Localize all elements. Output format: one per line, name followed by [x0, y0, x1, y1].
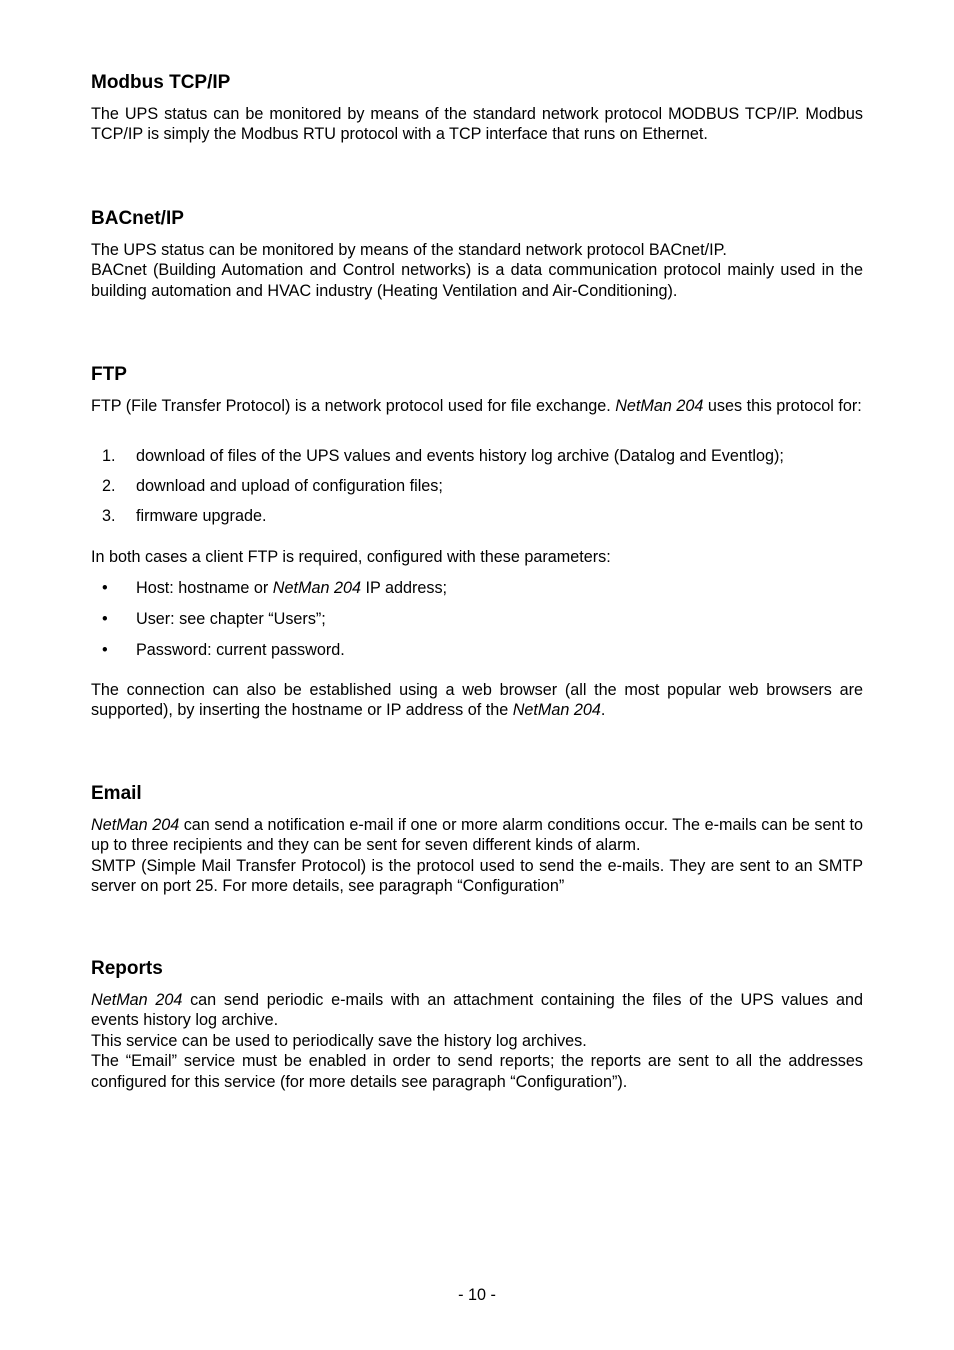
ftp-intro: FTP (File Transfer Protocol) is a network protocol used for file exchange. NetMan 204 uses this protocol for:	[91, 397, 862, 415]
section-modbus	[91, 71, 863, 145]
email-paragraph-2: SMTP (Simple Mail Transfer Protocol) is the protocol used to send the e-mails. They are sent to an SMTP server on port 25. For more details, see paragraph “Configuration”	[91, 856, 863, 896]
page-number: - 10 -	[458, 1286, 496, 1304]
heading-ftp: FTP	[91, 364, 127, 385]
bacnet-paragraph-2: BACnet (Building Automation and Control networks) is a data communication protocol mainly used in the building automation and HVAC industry (Heating Ventilation and Air-Conditioning).	[91, 261, 863, 300]
modbus-paragraph: The UPS status can be monitored by means of the standard network protocol MODBUS TCP/IP. Modbus TCP/IP is simply the Modbus RTU protocol with a TCP interface that runs on Ethernet.	[91, 105, 863, 144]
section-reports	[91, 957, 863, 1092]
list-item: • User: see chapter “Users”;	[102, 610, 326, 628]
section-bacnet	[91, 207, 863, 301]
list-item: 3. firmware upgrade.	[102, 507, 267, 525]
ftp-bullet-list	[91, 578, 863, 671]
ftp-params-intro: In both cases a client FTP is required, configured with these parameters:	[91, 548, 611, 566]
heading-bacnet: BACnet/IP	[91, 208, 184, 229]
heading-email: Email	[91, 783, 142, 804]
reports-paragraph-2: This service can be used to periodically save the history log archives.	[91, 1031, 587, 1050]
section-ftp	[91, 363, 863, 416]
heading-reports: Reports	[91, 958, 163, 979]
list-item: 1. download of files of the UPS values and events history log archive (Datalog and Eventlog);	[102, 447, 784, 465]
product-name: NetMan 204	[91, 991, 183, 1009]
reports-paragraph-3: The “Email” service must be enabled in order to send reports; the reports are sent to all the addresses configured for this service (for more details see paragraph “Configuration”).	[91, 1052, 863, 1091]
product-name: NetMan 204	[512, 701, 601, 720]
list-item: 2. download and upload of configuration files;	[102, 477, 443, 495]
section-email	[91, 782, 863, 897]
product-name: NetMan 204	[272, 579, 361, 597]
product-name: NetMan 204	[91, 816, 180, 834]
list-item: • Host: hostname or NetMan 204 IP address;	[102, 579, 448, 597]
reports-paragraph-1: NetMan 204 can send periodic e-mails with an attachment containing the files of the UPS values and events history log archive.	[91, 991, 863, 1030]
bacnet-paragraph-1: The UPS status can be monitored by means of the standard network protocol BACnet/IP.	[91, 241, 727, 259]
product-name: NetMan 204	[615, 397, 704, 415]
ftp-numbered-list	[91, 446, 863, 536]
email-paragraph-1: NetMan 204 can send a notification e-mail if one or more alarm conditions occur. The e-mails can be sent to up to three recipients and they can be sent for seven different kinds of alarm.	[91, 816, 863, 855]
list-item: • Password: current password.	[102, 641, 345, 659]
ftp-browser-paragraph: The connection can also be established using a web browser (all the most popular web browsers are supported), by inserting the hostname or IP address of the NetMan 204.	[91, 681, 863, 720]
heading-modbus: Modbus TCP/IP	[91, 72, 231, 93]
